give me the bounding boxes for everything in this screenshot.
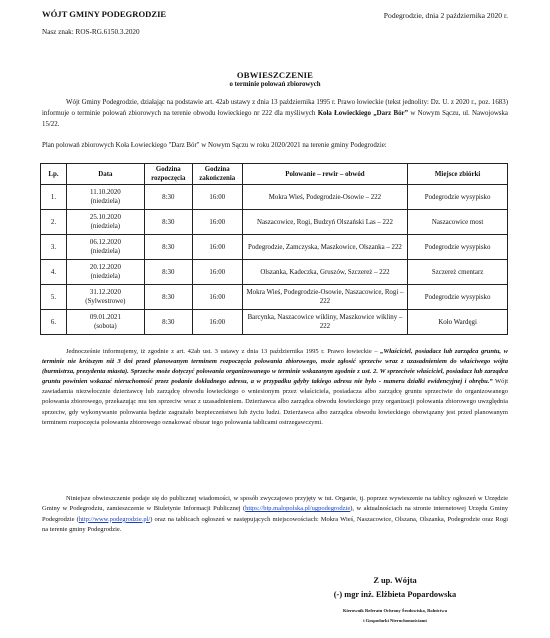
quoted-law-text: „Właściciel, posiadacz lub zarządca gruntu, w terminie nie krótszym niż 3 dni przed planowanym terminem rozpoczęcia polowania zbiorowego, może zgłosić sprzeciw wraz z uzasadnieniem do właściwego wójta (burmistrza, prezydenta miasta). Sprzeciw może dotyczyć polowania organizowanego w terminie wskazanym zgodnie z ust. 2. W sprzeciwie właściciel, posiadacz lub zarządca gruntu powinien wskazać nieruchomość przez podanie dokładnego adresu, a w przypadku gdyby takiego adresu nie było - numeru działki ewidencyjnej i obrębu.” bbox=[42, 348, 508, 386]
cell-date-value: 11.10.2020 bbox=[90, 189, 121, 196]
cell-route: Olszanka, Kadeczka, Gruszów, Szczereż – 222 bbox=[242, 260, 407, 285]
col-header-end: Godzina zakończenia bbox=[192, 164, 242, 185]
cell-day: (Sylwestrowe) bbox=[85, 298, 126, 305]
col-header-lp: Lp. bbox=[41, 164, 67, 185]
table-header-row bbox=[41, 164, 508, 185]
cell-route: Mokra Wieś, Podegrodzie-Osowie – 222 bbox=[242, 185, 407, 210]
website-link[interactable]: http://www.podegrodzie.pl/ bbox=[78, 515, 151, 523]
legal-notice-paragraph bbox=[42, 347, 508, 428]
bip-link[interactable]: https://bip.malopolska.pl/ugpodegrodzie bbox=[245, 505, 351, 513]
cell-gather: Podegrodzie wysypisko bbox=[408, 235, 508, 260]
table-row bbox=[41, 310, 508, 335]
cell-lp: 6. bbox=[41, 310, 67, 335]
col-header-date: Data bbox=[66, 164, 144, 185]
cell-date-value: 09.01.2021 bbox=[89, 314, 121, 321]
cell-end: 16:00 bbox=[192, 235, 242, 260]
plan-paragraph: Plan polowań zbiorowych Koła Łowieckiego "Darz Bór" w Nowym Sączu w roku 2020/2021 na terenie gminy Podegrodzie: bbox=[42, 142, 387, 149]
reference-number: Nasz znak: ROS-RG.6150.3.2020 bbox=[42, 28, 140, 36]
cell-lp: 2. bbox=[41, 210, 67, 235]
publication-text-c: ) oraz na tablicach ogłoszeń w następujących miejscowościach: Mokra Wieś, Naszacowice, Olszana, Olszanka, Podegrodzie oraz Rogi na terenie gminy Podegrodzie. bbox=[42, 515, 509, 534]
cell-lp: 4. bbox=[41, 260, 67, 285]
cell-end: 16:00 bbox=[192, 260, 242, 285]
table-row bbox=[41, 210, 508, 235]
notice-text-a: Jednocześnie informujemy, iż zgodnie z art. 42ab ust. 3 ustawy z dnia 13 października 1995 r. Prawo łowieckie – bbox=[66, 348, 381, 355]
publication-paragraph bbox=[42, 494, 508, 536]
intro-text-b: w Nowym Sączu, ul. Nawojowska 15/22. bbox=[42, 110, 508, 128]
cell-day: (niedziela) bbox=[90, 198, 121, 205]
cell-start: 8:30 bbox=[144, 185, 192, 210]
cell-day: (niedziela) bbox=[90, 223, 121, 230]
place-date: Podegrodzie, dnia 2 października 2020 r. bbox=[383, 11, 508, 20]
cell-gather: Podegrodzie wysypisko bbox=[408, 185, 508, 210]
cell-route: Barcynka, Naszacowice wikliny, Maszkowice wikliny – 222 bbox=[242, 310, 407, 335]
cell-date bbox=[66, 235, 144, 260]
cell-date-value: 25.10.2020 bbox=[89, 214, 121, 221]
cell-end: 16:00 bbox=[192, 185, 242, 210]
issuer-name: WÓJT GMINY PODEGRODZIE bbox=[42, 9, 167, 19]
cell-route: Mokra Wieś, Podegrodzie-Osowie, Naszacowice, Rogi – 222 bbox=[242, 285, 407, 310]
cell-start: 8:30 bbox=[144, 235, 192, 260]
signatory-name: (-) mgr inż. Elżbieta Popardowska bbox=[333, 590, 457, 599]
cell-date bbox=[66, 310, 144, 335]
table-row bbox=[41, 285, 508, 310]
table-row bbox=[41, 235, 508, 260]
col-header-route: Polowanie – rewir – obwód bbox=[242, 164, 407, 185]
cell-start: 8:30 bbox=[144, 310, 192, 335]
cell-end: 16:00 bbox=[192, 210, 242, 235]
cell-start: 8:30 bbox=[144, 210, 192, 235]
cell-route: Naszacowice, Rogi, Budzyń Olszański Las – 222 bbox=[242, 210, 407, 235]
signature-authorization: Z up. Wójta bbox=[373, 576, 417, 585]
cell-day: (sobota) bbox=[94, 323, 117, 330]
document-subtitle: o terminie polowań zbiorowych bbox=[229, 81, 321, 88]
cell-date-value: 06.12.2020 bbox=[89, 239, 121, 246]
cell-day: (niedziela) bbox=[90, 248, 121, 255]
cell-date bbox=[66, 210, 144, 235]
cell-start: 8:30 bbox=[144, 285, 192, 310]
signatory-title-line2: i Gospodarki Nieruchomościami bbox=[363, 618, 427, 623]
intro-text-a: Wójt Gminy Podegrodzie, działając na podstawie art. 42ab ustawy z dnia 13 października 1995 r. Prawo łowieckie (tekst jednolity: Dz. U. z 2020 r., poz. 1683) informuje o terminie polowań zbiorowych na terenie obwodu łowieckiego nr 222 dla myśliwych bbox=[42, 99, 508, 117]
cell-lp: 1. bbox=[41, 185, 67, 210]
col-header-gather: Miejsce zbiórki bbox=[408, 164, 508, 185]
cell-day: (niedziela) bbox=[90, 273, 121, 280]
cell-date-value: 20.12.2020 bbox=[89, 264, 121, 271]
cell-gather: Szczereż cmentarz bbox=[408, 260, 508, 285]
cell-gather: Naszacowice most bbox=[408, 210, 508, 235]
table-row bbox=[41, 185, 508, 210]
document-title: OBWIESZCZENIE bbox=[236, 70, 314, 80]
cell-date bbox=[66, 185, 144, 210]
notice-text-b: Wójt zawiadamia niezwłocznie dzierżawcę lub zarządcę obwodu łowieckiego o wniesionym przez właściciela, posiadacza albo zarządcę gruntu sprzeciwie do organizowanego polowania zbiorowego, przekazując mu ten sprzeciw wraz z uzasadnieniem. Dzierżawca albo zarządca obwodu łowieckiego przy organizacji polowania zbiorowego uwzględnia sprzeciw, gdy wykonywanie polowania będzie zagrażało bezpieczeństwu lub życiu ludzi. Dzierżawca albo zarządca obwodu łowieckiego obowiązany jest przed planowanym terminem rozpoczęcia polowania zbiorowego oznakować obszar tego polowania tablicami ostrzegawczymi. bbox=[42, 378, 508, 426]
cell-gather: Koło Wardęgi bbox=[408, 310, 508, 335]
cell-lp: 5. bbox=[41, 285, 67, 310]
intro-paragraph bbox=[42, 97, 508, 130]
publication-text-b: ), w aktualnościach na stronie internetowej Urzędu Gminy Podegrodzie ( bbox=[42, 505, 508, 523]
cell-start: 8:30 bbox=[144, 260, 192, 285]
cell-end: 16:00 bbox=[192, 285, 242, 310]
cell-date bbox=[66, 260, 144, 285]
cell-lp: 3. bbox=[41, 235, 67, 260]
hunting-schedule-table bbox=[40, 163, 508, 335]
publication-text-a: Niniejsze obwieszczenie podaje się do publicznej wiadomości, w sposób zwyczajowo przyjęty w tut. Organie, tj. poprzez wywieszenie na tablicy ogłoszeń w Urzędzie Gminy w Podegrodziu, zamieszczenie w Biuletynie Informacji Publicznej ( bbox=[42, 495, 508, 513]
table-row bbox=[41, 260, 508, 285]
cell-end: 16:00 bbox=[192, 310, 242, 335]
cell-route: Podegrodzie, Zamczyska, Maszkowice, Olszanka – 222 bbox=[242, 235, 407, 260]
col-header-start: Godzina rozpoczęcia bbox=[144, 164, 192, 185]
signatory-title bbox=[290, 606, 500, 626]
cell-date-value: 31.12.2020 bbox=[89, 289, 121, 296]
cell-gather: Podegrodzie wysypisko bbox=[408, 285, 508, 310]
signatory-title-line1: Kierownik Referatu Ochrony Środowiska, Rolnictwa bbox=[342, 608, 447, 613]
hunting-club-name: Koła Łowieckiego „Darz Bór” bbox=[317, 110, 409, 117]
cell-date bbox=[66, 285, 144, 310]
